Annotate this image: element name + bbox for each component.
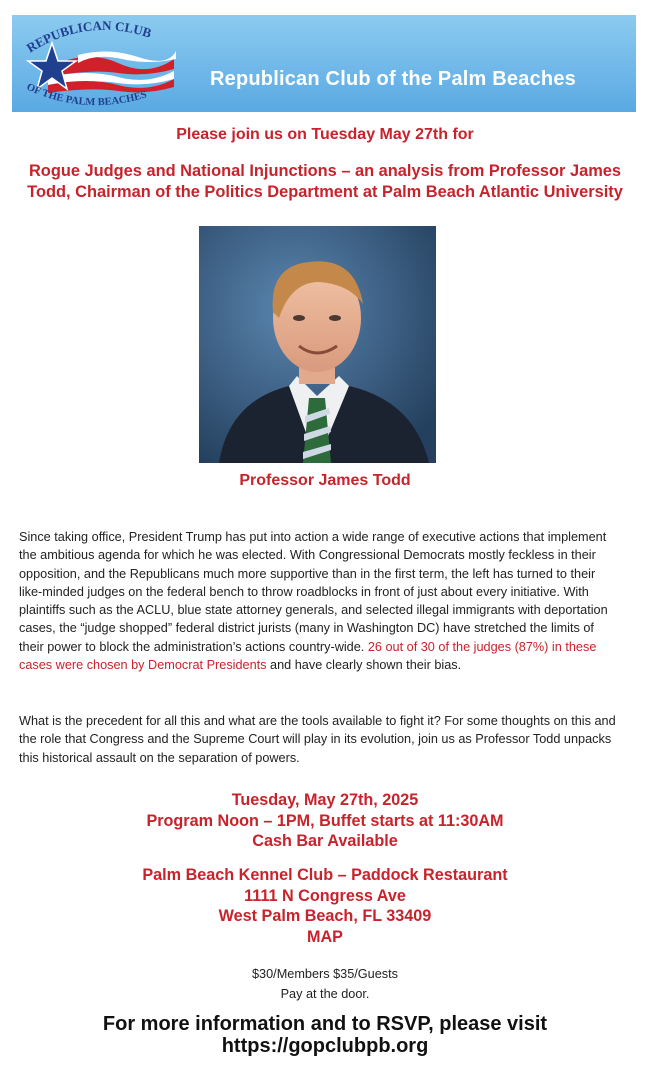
svg-text:REPUBLICAN CLUB [24,19,154,55]
payment-note: Pay at the door. [280,987,370,1001]
logo-top-text: REPUBLICAN CLUB [23,19,154,56]
event-details [0,790,650,852]
venue-street: 1111 N Congress Ave [244,886,406,905]
venue-details [0,865,650,947]
body-paragraph-1 [19,528,619,674]
paragraph-1-highlight: 26 out of 30 of the judges (87%) in these cases were chosen by Democrat Presidents [19,639,597,673]
talk-title-line-1: Rogue Judges and National Injunctions – an analysis from Professor James [28,162,622,180]
paragraph-1-end: and have clearly shown their bias. [266,658,462,673]
intro-line: Please join us on Tuesday May 27th for [176,126,474,143]
map-link[interactable]: MAP [307,927,343,946]
talk-title-line-2: Todd, Chairman of the Politics Department at Palm Beach Atlantic University [27,183,623,201]
rsvp-footer [0,1013,650,1057]
speaker-photo [199,226,436,463]
rsvp-text: For more information and to RSVP, please visit [102,1013,548,1035]
photo-caption: Professor James Todd [239,472,411,489]
header-banner [12,15,636,112]
logo-bottom-text: OF THE PALM BEACHES [24,81,149,109]
event-program: Program Noon – 1PM, Buffet starts at 11:30AM [146,811,504,830]
venue-city: West Palm Beach, FL 33409 [218,907,432,925]
banner-title: Republican Club of the Palm Beaches [210,68,576,90]
price-line: $30/Members $35/Guests [252,967,398,981]
body-paragraph-2: What is the precedent for all this and what are the tools available to fight it? For some thoughts on this and the role that Congress and the Supreme Court will play in its evolution, join us as Professor Todd unpacks this historical assault on the separation of powers. [19,714,616,765]
event-date: Tuesday, May 27th, 2025 [231,791,419,809]
venue-name: Palm Beach Kennel Club – Paddock Restaurant [142,866,508,884]
price-info [0,964,650,1004]
talk-title [0,161,650,203]
website-link[interactable]: https://gopclubpb.org [221,1035,429,1057]
paragraph-1-text: Since taking office, President Trump has put into action a wide range of executive actions that implement the ambitious agenda for which he was elected. With Congressional Democrats mostly feckless in their opposition, and the Republicans much more supportive than in the first term, the left has turned to their like-minded judges on the federal bench to throw roadblocks in front of just about every initiative. With plaintiffs such as the ACLU, blue state attorney generals, and selected illegal immigrants with deportation cases, the “judge shopped” federal district jurists (many in Washington DC) have stretched the limits of their power to block the administration’s actions country-wide. [19,530,608,654]
club-logo [18,19,184,109]
event-bar: Cash Bar Available [252,832,398,850]
